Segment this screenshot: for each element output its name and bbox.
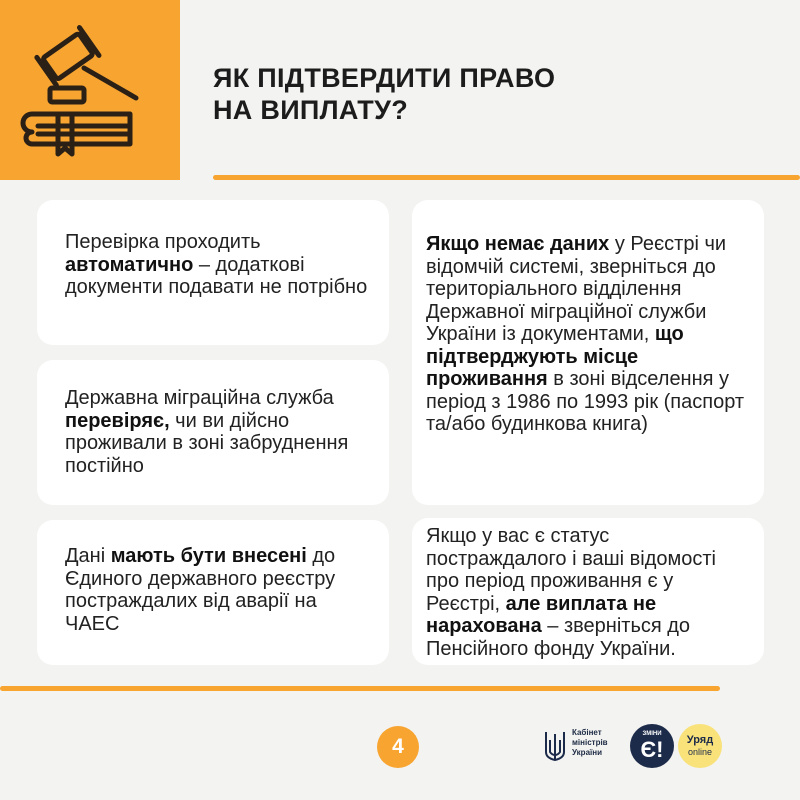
- card-bold-text: що підтверджують місце проживання: [426, 323, 684, 390]
- info-card-pension-fund: [412, 518, 764, 665]
- card-bold-text: мають бути внесені: [110, 545, 307, 567]
- gavel-book-icon: [18, 22, 158, 162]
- card-text: Перевірка проходить: [65, 231, 261, 253]
- card-text: – додаткові документи подавати не потрібно: [65, 253, 368, 298]
- info-card-no-data: [412, 200, 764, 505]
- card-text: в зоні відселення у період з 1986 по 1993 рік (паспорт та/або будинкова книга): [426, 368, 745, 435]
- cabinet-line-3: України: [572, 748, 603, 757]
- card-text: до Єдиного державного реєстру постраждалих від аварії на ЧАЕС: [65, 545, 336, 635]
- card-text: Державна міграційна служба: [65, 387, 334, 409]
- changes-badge-logo: [630, 724, 674, 768]
- gov-online-line-2: online: [687, 747, 713, 757]
- card-text: чи ви дійсно проживали в зоні забруднення постійно: [65, 409, 349, 477]
- info-card-registry: [37, 520, 389, 665]
- title-line-2: НА ВИПЛАТУ?: [213, 95, 408, 125]
- bottom-divider: [0, 686, 720, 691]
- info-card-migration-service: [37, 360, 389, 505]
- card-bold-text: але виплата не нарахована: [426, 592, 657, 637]
- card-text: – зверніться до Пенсійного фонду України.: [426, 615, 691, 660]
- card-text: Якщо у вас є статус постраждалого і ваші відомості про період проживання є у Реєстрі,: [426, 525, 716, 615]
- card-bold-text: Якщо немає даних: [426, 233, 610, 255]
- title-line-1: ЯК ПІДТВЕРДИТИ ПРАВО: [213, 63, 556, 93]
- card-text: у Реєстрі чи відомчій системі, зверніться до територіального відділення Державної міграційної служби України із документами,: [426, 233, 727, 345]
- trident-icon: [544, 730, 566, 762]
- card-bold-text: автоматично: [65, 253, 194, 276]
- page-number-badge: 4: [377, 726, 419, 768]
- page-title: [213, 62, 555, 126]
- top-divider: [213, 175, 800, 180]
- card-bold-text: перевіряє,: [65, 409, 170, 432]
- gov-online-logo: [678, 724, 722, 768]
- card-text: Дані: [65, 545, 111, 567]
- changes-badge-small: ЗМІНИ: [642, 731, 662, 737]
- cabinet-line-1: Кабінет: [572, 728, 602, 737]
- info-card-automatic-check: [37, 200, 389, 345]
- changes-badge-big: Є!: [640, 737, 664, 762]
- header-icon-block: [0, 0, 180, 180]
- gov-online-line-1: Уряд: [686, 734, 714, 746]
- cabinet-line-2: міністрів: [572, 738, 608, 747]
